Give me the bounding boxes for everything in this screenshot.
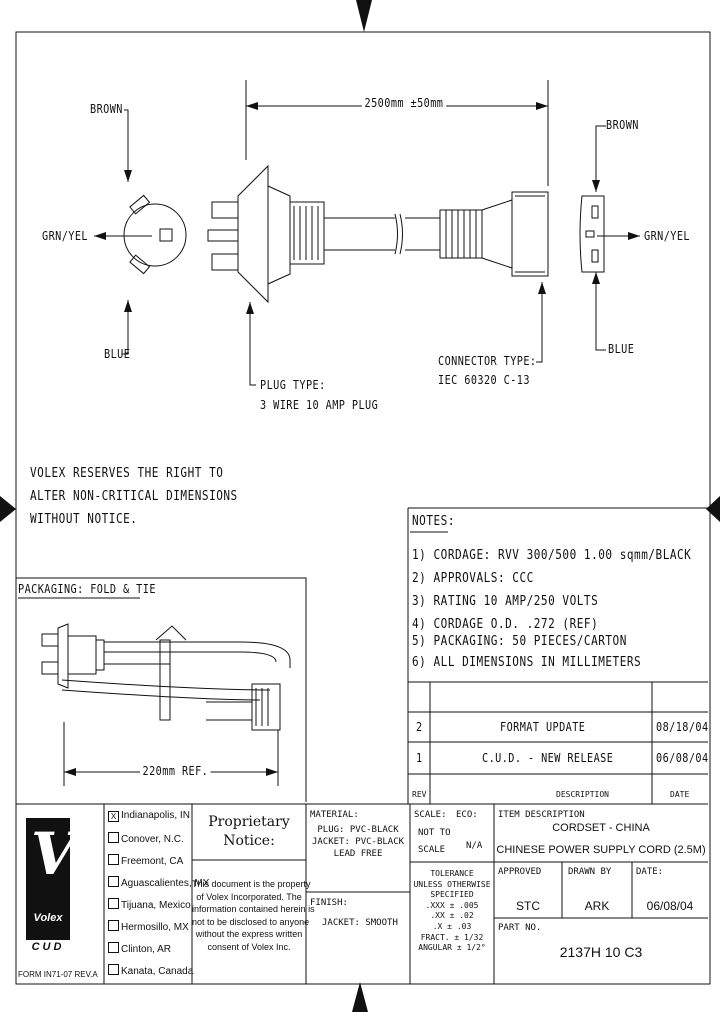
location-checkbox[interactable]: [108, 920, 119, 931]
rev-header-date: DATE: [670, 790, 690, 799]
scale-label: SCALE:: [414, 810, 447, 820]
plug-body-outline: [238, 166, 268, 302]
part-number-label: PART NO.: [498, 923, 542, 933]
note-item: 4) CORDAGE O.D. .272 (REF): [412, 617, 599, 632]
item-description-1: CORDSET - CHINA: [552, 822, 650, 834]
approved-label: APPROVED: [498, 867, 542, 877]
logo-sub: CUD: [31, 941, 65, 953]
location-item: Aguascalientes, MX: [108, 876, 209, 898]
drawn-by-value: ARK: [584, 899, 610, 913]
note-item: 2) APPROVALS: CCC: [412, 571, 534, 586]
proprietary-title-1: Proprietary: [208, 814, 290, 830]
location-item: Freemont, CA: [108, 854, 209, 876]
right-brown-label: BROWN: [606, 118, 639, 132]
note-item: 5) PACKAGING: 50 PIECES/CARTON: [412, 634, 627, 649]
location-checkbox[interactable]: [108, 898, 119, 909]
location-item: Hermosillo, MX: [108, 920, 209, 942]
rev-number: 2: [416, 720, 423, 734]
scale-word: SCALE: [418, 845, 446, 855]
scale-value: N/A: [466, 841, 483, 851]
location-checkbox[interactable]: [108, 854, 119, 865]
disclaimer-line-3: WITHOUT NOTICE.: [30, 512, 138, 527]
item-description-2: CHINESE POWER SUPPLY CORD (2.5M): [496, 844, 706, 856]
location-checkbox[interactable]: [108, 876, 119, 887]
connector-type-label: CONNECTOR TYPE:: [438, 354, 537, 368]
date-value: 06/08/04: [646, 899, 694, 913]
finish-label: FINISH:: [310, 898, 348, 908]
location-item: Conover, N.C.: [108, 832, 209, 854]
top-marker: [356, 0, 372, 32]
disclaimer-line-1: VOLEX RESERVES THE RIGHT TO: [30, 466, 224, 481]
note-item: 3) RATING 10 AMP/250 VOLTS: [412, 594, 599, 609]
location-item: Tijuana, Mexico: [108, 898, 209, 920]
tolerance-block: TOLERANCE UNLESS OTHERWISE SPECIFIED .XXX ± .005 .XX ± .02 .X ± .03 FRACT. ± 1/32 ANGULAR ± 1/2°: [413, 869, 491, 953]
rev-header-rev: REV: [412, 790, 427, 799]
volex-logo-icon: V: [31, 820, 77, 888]
eco-label: ECO:: [456, 810, 478, 820]
logo-name: Volex: [33, 912, 63, 924]
packaging-title: PACKAGING: FOLD & TIE: [18, 582, 156, 596]
connector-type-value: IEC 60320 C-13: [438, 373, 530, 387]
left-brown-label: BROWN: [90, 102, 123, 116]
item-description-label: ITEM DESCRIPTION: [498, 810, 585, 820]
bottom-marker: [352, 982, 368, 1012]
rev-header-description: DESCRIPTION: [556, 790, 609, 799]
notes-title: NOTES:: [412, 514, 455, 529]
location-item: Kanata, Canada: [108, 964, 209, 986]
date-label: DATE:: [636, 867, 664, 877]
material-label: MATERIAL:: [310, 810, 359, 820]
disclaimer-line-2: ALTER NON-CRITICAL DIMENSIONS: [30, 489, 238, 504]
rev-description: FORMAT UPDATE: [500, 720, 586, 734]
location-checkbox[interactable]: X: [108, 811, 119, 822]
plug-type-value: 3 WIRE 10 AMP PLUG: [260, 398, 379, 412]
left-grnyel-label: GRN/YEL: [42, 229, 88, 243]
length-dimension: 2500mm ±50mm: [362, 96, 446, 110]
location-checkbox[interactable]: [108, 964, 119, 975]
left-blue-label: BLUE: [104, 347, 131, 361]
drawn-by-label: DRAWN BY: [568, 867, 612, 877]
rev-description: C.U.D. - NEW RELEASE: [482, 751, 614, 765]
location-item: Clinton, AR: [108, 942, 209, 964]
rev-number: 1: [416, 751, 423, 765]
proprietary-title-2: Notice:: [223, 833, 275, 849]
right-blue-label: BLUE: [608, 342, 635, 356]
material-lines: PLUG: PVC-BLACK JACKET: PVC-BLACK LEAD FREE: [311, 825, 405, 859]
form-number: FORM IN71-07 REV.A: [18, 970, 98, 979]
note-item: 1) CORDAGE: RVV 300/500 1.00 sqmm/BLACK: [412, 548, 692, 563]
rev-date: 08/18/04: [656, 720, 709, 734]
finish-value: JACKET: SMOOTH: [322, 918, 398, 928]
plug-type-label: PLUG TYPE:: [260, 378, 326, 392]
not-to-label: NOT TO: [418, 828, 451, 838]
plug-face-outline: [124, 204, 186, 266]
left-marker: [0, 496, 16, 522]
proprietary-text: This document is the property of Volex Incorporated. The information contained herein is not to be disclosed to anyone without the express written consent of Volex Inc.: [192, 879, 315, 952]
part-number-value: 2137H 10 C3: [559, 944, 643, 960]
location-checkbox[interactable]: [108, 942, 119, 953]
location-checkbox[interactable]: [108, 832, 119, 843]
rev-date: 06/08/04: [656, 751, 709, 765]
note-item: 6) ALL DIMENSIONS IN MILLIMETERS: [412, 655, 642, 670]
right-marker: [706, 496, 720, 522]
approved-value: STC: [516, 899, 540, 913]
right-grnyel-label: GRN/YEL: [644, 229, 690, 243]
location-item: X Indianapolis, IN: [108, 810, 209, 832]
packaging-dimension: 220mm REF.: [140, 764, 211, 778]
